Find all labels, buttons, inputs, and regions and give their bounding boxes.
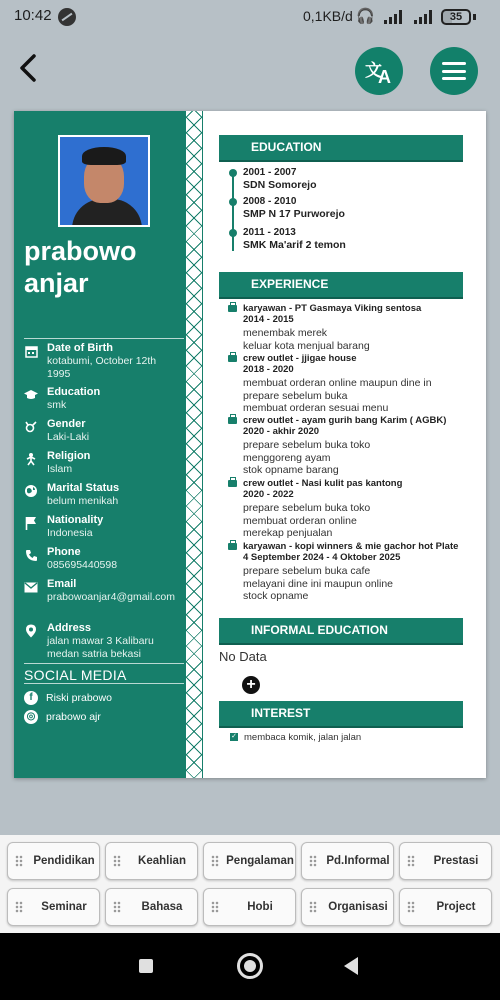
education-years: 2001 - 2007 — [243, 167, 297, 178]
experience-desc-line: membuat orderan online — [243, 514, 357, 527]
experience-desc-line: keluar kota menjual barang — [243, 339, 370, 352]
timeline-dot — [229, 198, 237, 206]
location-pin-icon — [24, 624, 38, 638]
battery-icon — [441, 9, 471, 25]
graduation-cap-icon — [24, 388, 38, 402]
info-value: prabowoanjar4@gmail.com — [47, 591, 175, 603]
drag-handle-icon — [211, 901, 219, 913]
info-label: Address — [47, 622, 92, 634]
experience-desc-line: stok opname barang — [243, 464, 339, 476]
social-text: prabowo ajr — [46, 711, 101, 723]
last-name: anjar — [24, 268, 89, 298]
tab-keahlian[interactable] — [105, 842, 198, 880]
experience-period: 2020 - akhir 2020 — [243, 426, 320, 437]
info-value: Laki-Laki — [47, 431, 90, 443]
experience-desc-line: menggoreng ayam — [243, 451, 331, 464]
experience-period: 2018 - 2020 — [243, 364, 294, 375]
drag-handle-icon — [309, 855, 317, 867]
calendar-icon — [24, 344, 38, 358]
info-label: Education — [47, 386, 101, 398]
drag-handle-icon — [407, 901, 415, 913]
back-triangle-icon[interactable] — [344, 957, 358, 975]
tab-project[interactable] — [399, 888, 492, 926]
globe-icon — [24, 484, 38, 498]
experience-title: crew outlet - ayam gurih bang Karim ( AGBK) — [243, 415, 447, 426]
drag-handle-icon — [15, 855, 23, 867]
gender-icon — [24, 420, 38, 434]
tab-seminar[interactable] — [7, 888, 100, 926]
tab-pendidikan[interactable] — [7, 842, 100, 880]
signal-icon — [384, 10, 406, 24]
profile-name — [24, 235, 179, 299]
experience-desc — [243, 565, 393, 603]
experience-desc-line: merekap penjualan — [243, 527, 333, 539]
section-tabs-panel — [0, 835, 500, 933]
tab-label: Bahasa — [141, 901, 183, 913]
sidebar-divider — [24, 338, 184, 339]
experience-period: 2020 - 2022 — [243, 489, 294, 500]
info-label: Phone — [47, 546, 81, 558]
experience-desc-line: prepare sebelum buka cafe — [243, 565, 371, 577]
experience-desc-line: prepare sebelum buka — [243, 389, 348, 402]
tab-label: Hobi — [247, 901, 273, 913]
status-bar — [0, 0, 500, 34]
translate-icon-letter: A — [378, 67, 391, 87]
drag-handle-icon — [407, 855, 415, 867]
experience-desc — [243, 439, 370, 477]
experience-desc — [243, 327, 370, 352]
info-label: Nationality — [47, 514, 104, 526]
info-value: smk — [47, 399, 67, 411]
section-header-interest: INTEREST — [219, 701, 463, 726]
briefcase-icon — [228, 305, 237, 312]
battery-level: 35 — [449, 11, 463, 23]
experience-desc-line: prepare sebelum buka toko — [243, 439, 371, 451]
profile-photo[interactable] — [58, 135, 150, 227]
interest-text: membaca komik, jalan jalan — [244, 732, 362, 743]
sidebar-divider — [24, 663, 184, 664]
tab-pd-informal[interactable] — [301, 842, 394, 880]
experience-desc — [243, 502, 370, 540]
tab-label: Prestasi — [433, 855, 479, 867]
battery-tip — [473, 14, 476, 20]
tab-hobi[interactable] — [203, 888, 296, 926]
translate-button[interactable] — [355, 47, 403, 95]
info-value: jalan mawar 3 Kalibaru medan satria bekasi — [47, 635, 154, 660]
phone-icon — [24, 548, 38, 562]
section-header-informal-education: INFORMAL EDUCATION — [219, 618, 463, 643]
info-label: Date of Birth — [47, 342, 113, 354]
email-icon — [24, 580, 38, 594]
info-label: Marital Status — [47, 482, 120, 494]
info-value: belum menikah — [47, 495, 119, 507]
tab-label: Keahlian — [138, 855, 186, 867]
info-value: kotabumi, October 12th 1995 — [47, 355, 157, 380]
chevron-left-icon — [14, 50, 42, 86]
first-name: prabowo — [24, 236, 137, 266]
experience-title: karyawan - PT Gasmaya Viking sentosa — [243, 303, 422, 314]
informal-education-empty: No Data — [219, 649, 267, 664]
flag-icon — [24, 516, 38, 530]
translate-icon: 文 — [365, 61, 382, 80]
drag-handle-icon — [309, 901, 317, 913]
section-header-education: EDUCATION — [219, 135, 463, 160]
experience-desc-line: membuat orderan online maupun dine in — [243, 377, 432, 389]
do-not-disturb-icon — [58, 8, 76, 26]
home-icon[interactable] — [237, 953, 263, 979]
cv-preview — [14, 111, 486, 778]
education-school: SDN Somorejo — [243, 179, 317, 191]
signal-icon-2 — [414, 10, 436, 24]
back-button[interactable] — [14, 50, 46, 90]
experience-title: karyawan - kopi winners & mie gachor hot Plate — [243, 541, 459, 552]
education-years: 2011 - 2013 — [243, 227, 296, 238]
education-school: SMK Ma'arif 2 temon — [243, 239, 346, 251]
decorative-lattice — [185, 111, 203, 778]
network-speed: 0,1KB/d — [303, 8, 353, 24]
tab-pengalaman[interactable] — [203, 842, 296, 880]
briefcase-icon — [228, 355, 237, 362]
tab-label: Seminar — [41, 901, 87, 913]
tab-label: Pengalaman — [226, 855, 294, 867]
experience-period: 4 September 2024 - 4 Oktober 2025 — [243, 552, 401, 563]
status-time: 10:42 — [14, 7, 52, 24]
briefcase-icon — [228, 417, 237, 424]
experience-title: crew outlet - jjigae house — [243, 353, 357, 364]
briefcase-icon — [228, 480, 237, 487]
social-text: Riski prabowo — [46, 692, 112, 704]
menu-button[interactable] — [430, 47, 478, 95]
drag-handle-icon — [113, 855, 121, 867]
sidebar-divider — [24, 683, 184, 684]
experience-desc-line: menembak merek — [243, 327, 328, 339]
info-value: Islam — [47, 463, 73, 475]
cv-sidebar — [14, 111, 185, 778]
education-school: SMP N 17 Purworejo — [243, 208, 345, 220]
section-header-experience: EXPERIENCE — [219, 272, 463, 297]
recent-apps-icon[interactable] — [139, 959, 153, 973]
timeline-dot — [229, 229, 237, 237]
photo-shirt — [72, 199, 142, 227]
tab-bahasa[interactable] — [105, 888, 198, 926]
info-label: Religion — [47, 450, 91, 462]
info-label: Gender — [47, 418, 86, 430]
system-nav-bar — [0, 933, 500, 1000]
briefcase-icon — [228, 543, 237, 550]
tab-label: Organisasi — [328, 901, 388, 913]
social-media-title: SOCIAL MEDIA — [24, 667, 127, 683]
info-value: Indonesia — [47, 527, 93, 539]
experience-title: crew outlet - Nasi kulit pas kantong — [243, 478, 403, 489]
timeline-dot — [229, 169, 237, 177]
experience-period: 2014 - 2015 — [243, 314, 294, 325]
add-informal-education-button[interactable]: + — [242, 676, 260, 694]
drag-handle-icon — [211, 855, 219, 867]
photo-hair — [82, 147, 126, 165]
headset-icon: 🎧 — [356, 8, 375, 25]
experience-desc-line: prepare sebelum buka toko — [243, 502, 371, 514]
info-label: Email — [47, 578, 77, 590]
timeline-line — [232, 171, 234, 251]
education-years: 2008 - 2010 — [243, 196, 297, 207]
tab-label: Pendidikan — [33, 855, 95, 867]
experience-desc-line: membuat orderan sesuai menu — [243, 402, 389, 414]
instagram-icon: ◎ — [24, 710, 38, 724]
experience-desc-line: melayani dine ini maupun online — [243, 577, 394, 590]
drag-handle-icon — [113, 901, 121, 913]
drag-handle-icon — [15, 901, 23, 913]
tab-organisasi[interactable] — [301, 888, 394, 926]
tab-label: Project — [436, 901, 476, 913]
hamburger-menu-icon — [442, 62, 466, 80]
tab-prestasi[interactable] — [399, 842, 492, 880]
facebook-icon: f — [24, 691, 38, 705]
experience-desc-line: stock opname — [243, 590, 309, 602]
tab-label: Pd.Informal — [326, 855, 390, 867]
info-value: 085695440598 — [47, 559, 118, 571]
experience-desc — [243, 377, 432, 415]
check-icon: ✓ — [231, 733, 237, 740]
religion-icon — [24, 452, 38, 466]
